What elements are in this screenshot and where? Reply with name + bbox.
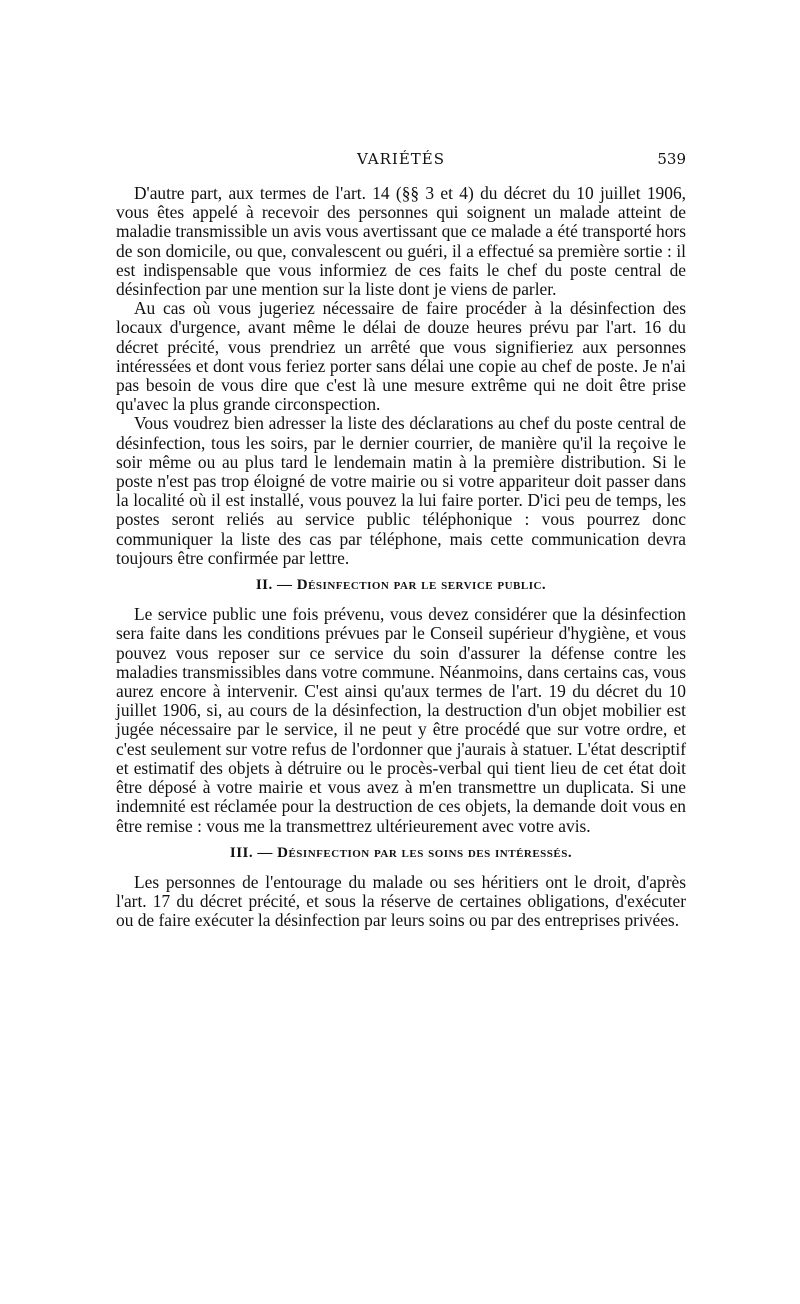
- body-text: [116, 184, 686, 931]
- section-title: — Désinfection par le service public.: [277, 577, 547, 594]
- section-number: II.: [255, 577, 273, 594]
- paragraph-service-public: Le service public une fois prévenu, vous devez considérer que la désinfection sera faite dans les conditions prévues par le Conseil supérieur d'hygiène, et vous pouvez vous reposer sur ce service du soin d'assurer la défense contre les maladies transmissibles dans votre commune. Néanmoins, dans certains cas, vous aurez encore à intervenir. C'est ainsi qu'aux termes de l'art. 19 du décret du 10 juillet 1906, si, au cours de la désinfection, la destruction d'un objet mobilier est jugée nécessaire par le service, il ne peut y être procédé que sur votre ordre, et c'est seulement sur votre refus de l'ordonner que j'aurais à statuer. L'état descriptif et estimatif des objets à détruire ou le procès-verbal qui tient lieu de cet état doit être déposé à votre mairie et vous avez à m'en transmettre un duplicata. Si une indemnité est réclamée pour la destruction de ces objets, la demande doit vous en être remise : vous me la transmettrez ultérieurement avec votre avis.: [116, 604, 686, 836]
- paragraph-liste-declarations: Vous voudrez bien adresser la liste des déclarations au chef du poste central de désinfection, tous les soirs, par le dernier courrier, de manière qu'il la reçoive le soir même ou au plus tard le lendemain matin à la première distribution. Si le poste n'est pas trop éloigné de votre mairie ou si votre appariteur doit passer dans la localité où il est installé, vous pouvez la lui faire porter. D'ici peu de temps, les postes seront reliés au service public téléphonique : vous pourrez donc communiquer la liste des cas par téléphone, mais cette communication devra toujours être confirmée par lettre.: [116, 413, 686, 568]
- paragraph-urgence: Au cas où vous jugeriez nécessaire de faire procéder à la désinfection des locaux d'urgence, avant même le délai de douze heures prévu par l'art. 16 du décret précité, vous prendriez un arrêté que vous signifieriez aux personnes intéressées et dont vous feriez porter sans délai une copie au chef de poste. Je n'ai pas besoin de vous dire que c'est là une mesure extrême qui ne doit être prise qu'avec la plus grande circonspection.: [116, 298, 686, 415]
- running-title: VARIÉTÉS: [356, 150, 446, 168]
- section-heading-service-public: [116, 576, 686, 595]
- running-head: [116, 150, 686, 174]
- section-number: III.: [229, 844, 254, 861]
- paragraph-declarations-avis: D'autre part, aux termes de l'art. 14 (§§ 3 et 4) du décret du 10 juillet 1906, vous êtes appelé à recevoir des personnes qui soignent un malade atteint de maladie transmissible un avis vous avertissant que ce malade a été transporté hors de son domicile, ou que, convalescent ou guéri, il a effectué sa première sortie : il est indispensable que vous informiez de ces faits le chef du poste central de désinfection par une mention sur la liste dont je viens de parler.: [116, 183, 686, 300]
- section-title: — Désinfection par les soins des intéressés.: [257, 844, 573, 861]
- paragraph-interesses: Les personnes de l'entourage du malade ou ses héritiers ont le droit, d'après l'art. 17 du décret précité, et sous la réserve de certaines obligations, d'exécuter ou de faire exécuter la désinfection par leurs soins ou par des entreprises privées.: [116, 871, 686, 931]
- section-heading-interesses: [116, 844, 686, 863]
- page-number: 539: [657, 150, 686, 168]
